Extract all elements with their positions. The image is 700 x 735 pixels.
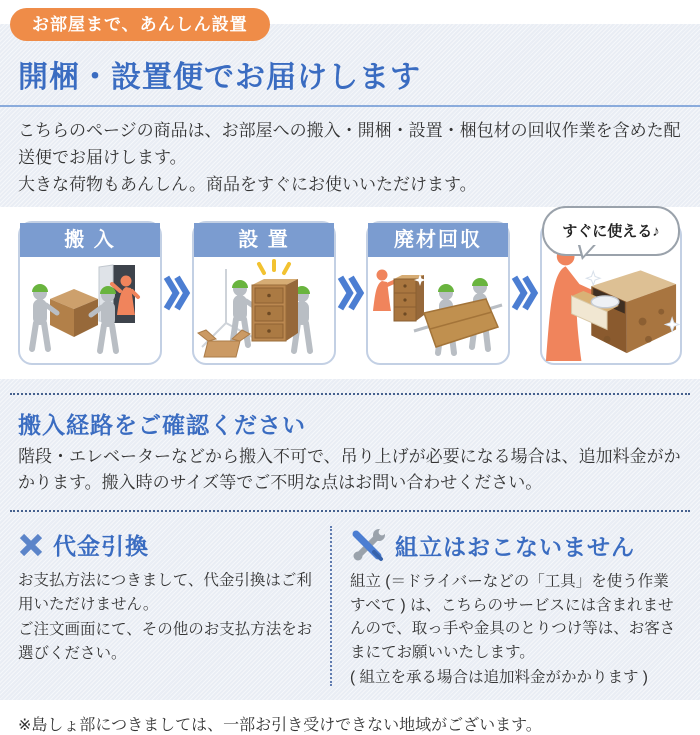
crossed-tools-icon [350,528,386,562]
islands-disclaimer: ※島しょ部につきましては、一部お引き受けできない地域がございます。 [18,716,542,734]
cod-note-column [18,520,330,692]
next-step-chevron-icon [338,273,364,313]
carry-in-illustration [20,257,160,361]
route-check-text: 階段・エレベーターなどから搬入不可で、吊り上げが必要になる場合は、追加料金がかかります。搬入時のサイズ等でご不明な点はお問い合わせください。 [18,446,681,492]
assembly-note-column [332,520,682,692]
cod-text-1: お支払方法につきまして、代金引換はご利用いただけません。 [18,572,312,613]
top-ribbon-badge: お部屋まで、あんしん設置 [10,8,270,41]
step-label: 廃材回収 [368,223,508,257]
step-panel-waste-collection [366,221,510,365]
intro-line-1: こちらのページの商品は、お部屋への搬入・開梱・設置・梱包材の回収作業を含めた配送便でお届けします。 [18,121,681,168]
cod-text-2: ご注文画面にて、その他のお支払方法をお選びください。 [18,621,313,662]
step-panel-installation [192,221,336,365]
assembly-text-1: 組立 (＝ドライバーなどの「工具」を使う作業すべて ) は、こちらのサービスには含まれませんので、取っ手や金具のとりつけ等は、お客さまにてお願いいたします。 [350,573,676,661]
installation-illustration [194,257,334,361]
x-mark-icon [18,532,44,558]
route-check-section [0,407,700,497]
page-title: 開梱・設置便でお届けします [0,0,700,107]
step-panel-ready-to-use [540,221,682,365]
next-step-chevron-icon [164,273,190,313]
waste-collection-illustration [368,257,508,361]
cod-heading: 代金引換 [53,533,149,560]
speech-bubble: すぐに使える♪ [542,206,680,256]
route-check-heading: 搬入経路をご確認ください [18,411,306,438]
intro-line-2: 大きな荷物もあんしん。商品をすぐにお使いいただけます。 [18,175,477,195]
notes-columns [0,512,700,692]
next-step-chevron-icon [512,273,538,313]
delivery-steps-strip [0,207,700,379]
dotted-separator [10,393,690,395]
assembly-heading: 組立はおこないません [395,533,635,560]
step-label: 設 置 [194,223,334,257]
intro-text [0,107,700,199]
step-panel-carry-in [18,221,162,365]
assembly-text-2: ( 組立を承る場合は追加料金がかかります ) [350,669,648,687]
step-label: 搬 入 [20,223,160,257]
